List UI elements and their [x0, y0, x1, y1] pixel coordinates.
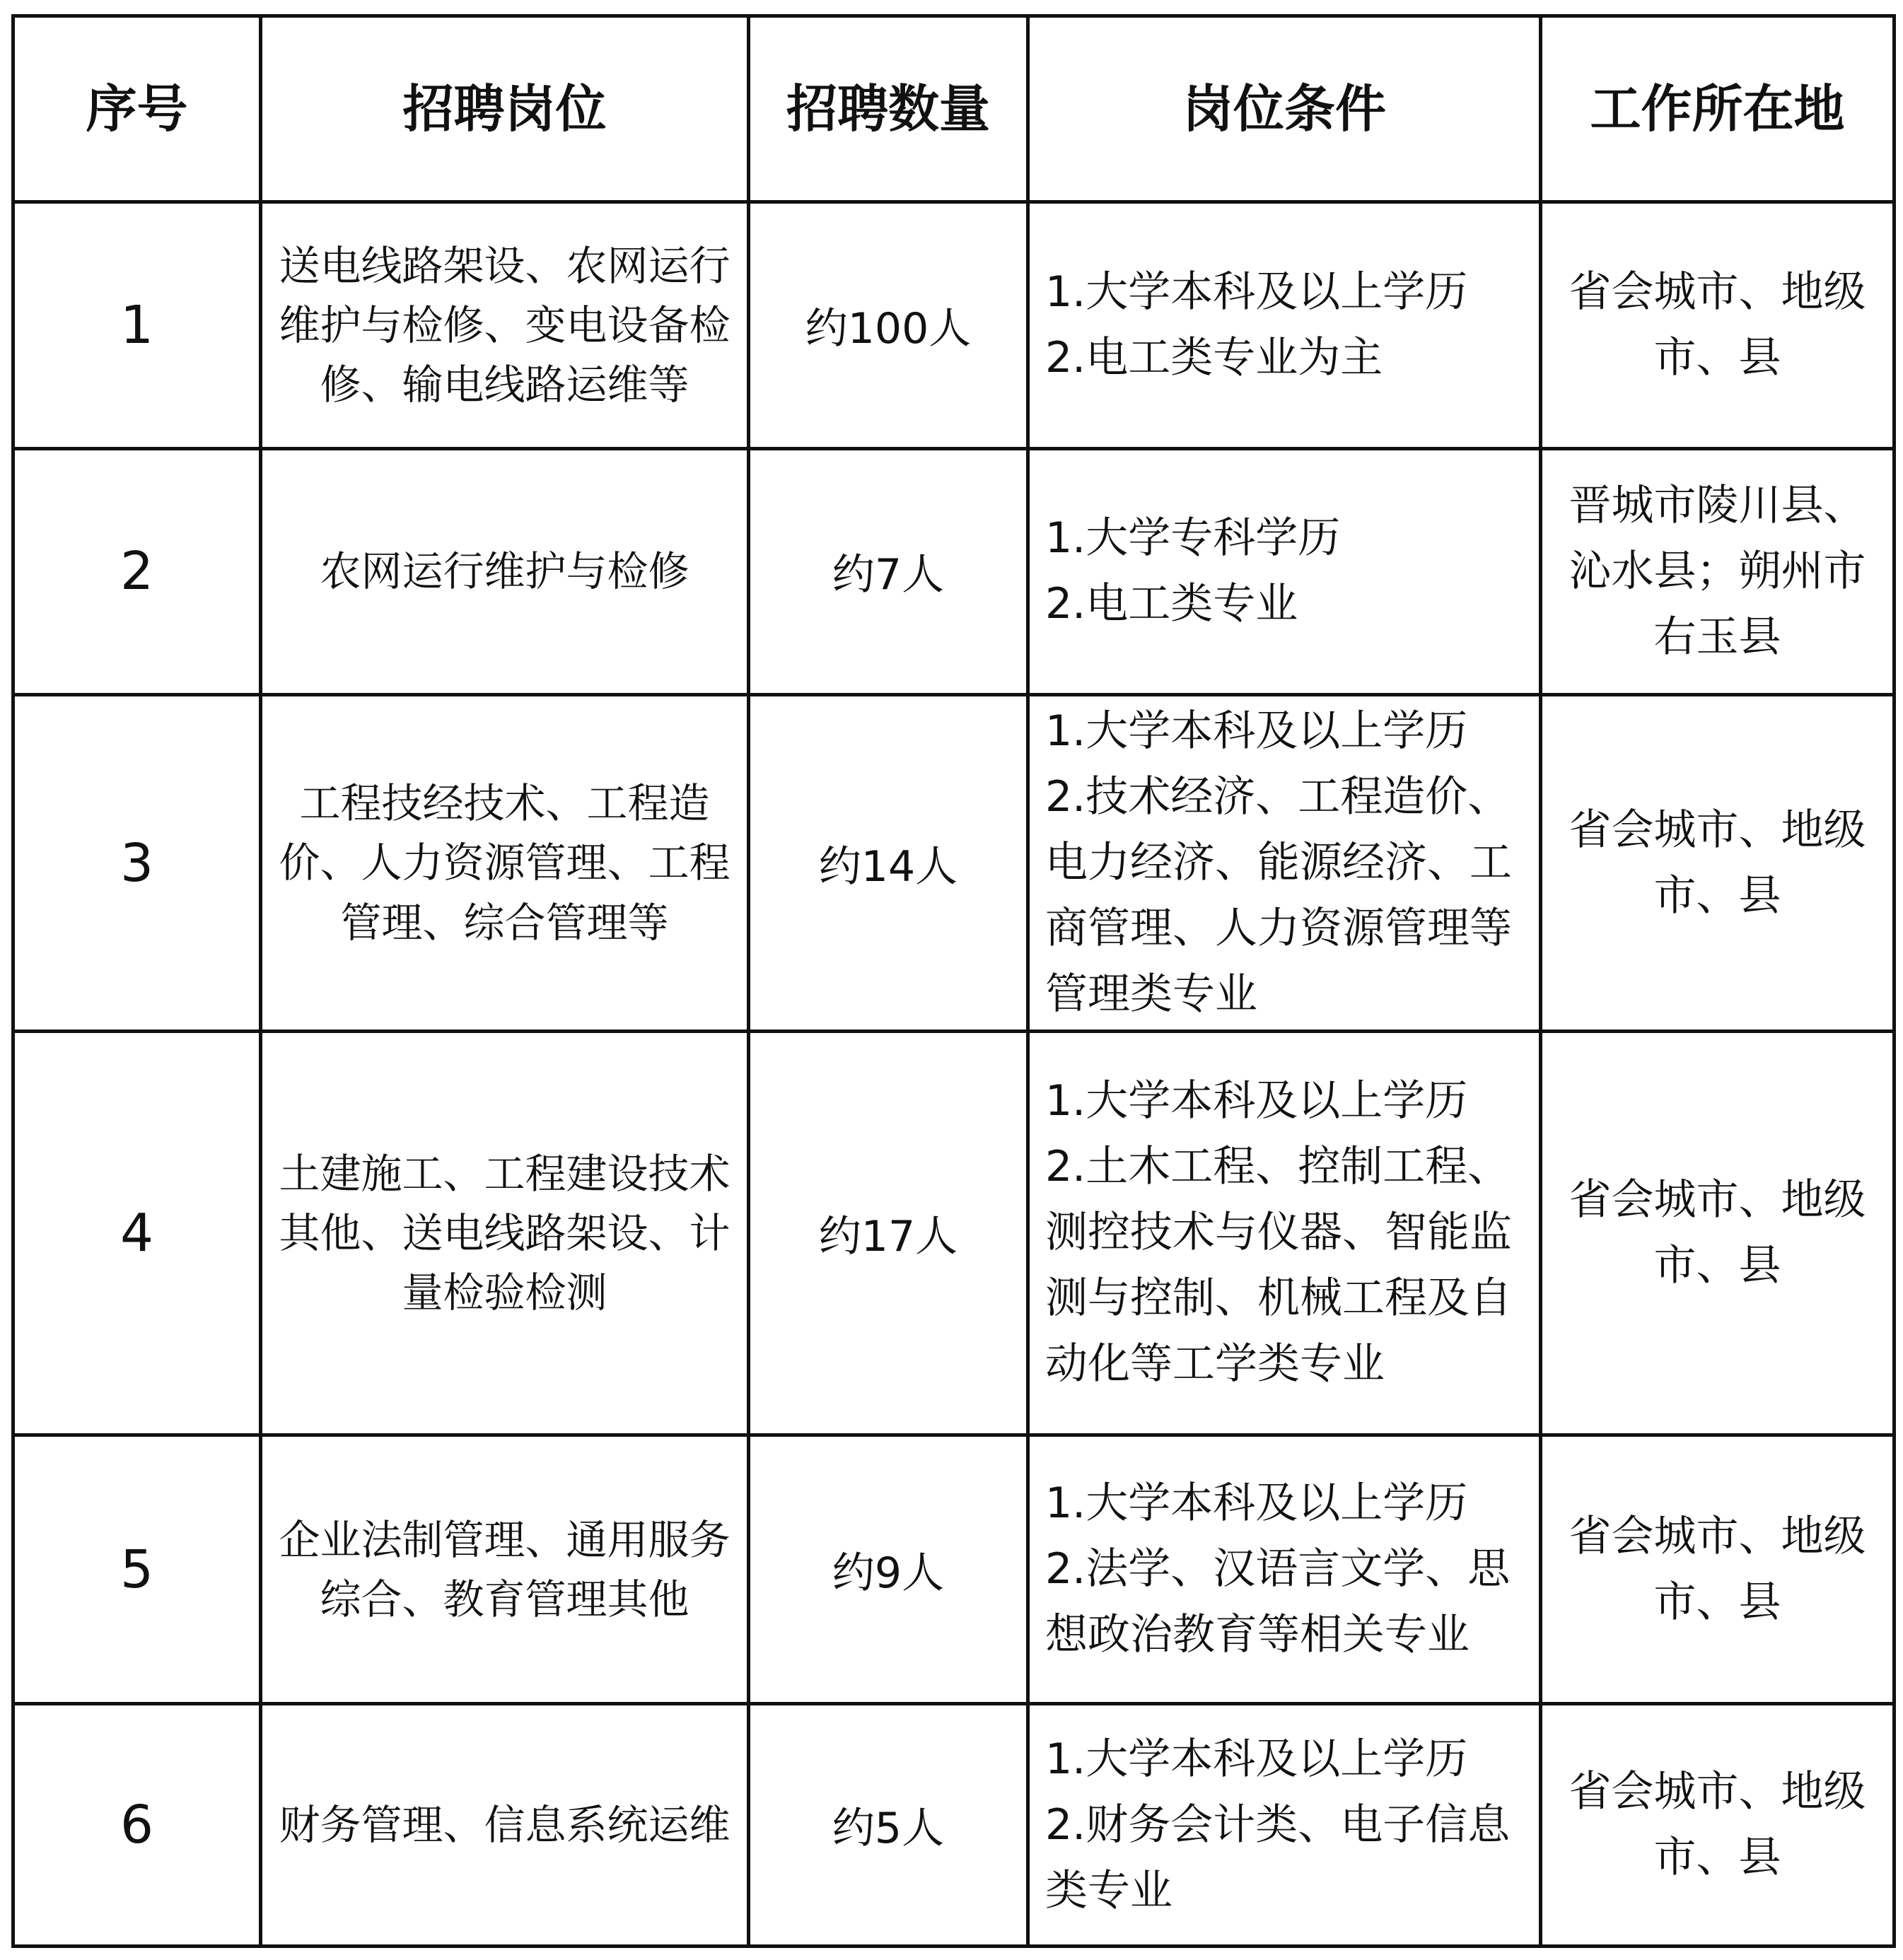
cell-conditions: [1028, 1704, 1541, 1947]
condition-line: 2.技术经济、工程造价、电力经济、能源经济、工商管理、人力资源管理等管理类专业: [1045, 772, 1512, 1019]
cell-location: 省会城市、地级市、县: [1541, 1031, 1895, 1435]
condition-line: 1.大学本科及以上学历: [1045, 1734, 1468, 1784]
cell-location: 省会城市、地级市、县: [1541, 695, 1895, 1032]
condition-line: 1.大学本科及以上学历: [1045, 1478, 1468, 1529]
condition-line: 2.电工类专业: [1045, 579, 1298, 629]
cell-seq: 5: [13, 1435, 261, 1704]
cell-position: 企业法制管理、通用服务综合、教育管理其他: [261, 1435, 749, 1704]
cell-location: 省会城市、地级市、县: [1541, 202, 1895, 449]
cell-count: 约17人: [749, 1031, 1028, 1435]
condition-line: 2.财务会计类、电子信息类专业: [1045, 1799, 1511, 1915]
cell-count: 约5人: [749, 1704, 1028, 1947]
cell-conditions: [1028, 202, 1541, 449]
header-location: 工作所在地: [1541, 16, 1895, 202]
condition-line: 1.大学本科及以上学历: [1045, 1076, 1468, 1126]
recruitment-table: [11, 14, 1896, 1948]
cell-location: 省会城市、地级市、县: [1541, 1435, 1895, 1704]
cell-location: 晋城市陵川县、沁水县；朔州市右玉县: [1541, 448, 1895, 695]
condition-line: 1.大学本科及以上学历: [1045, 267, 1468, 317]
condition-line: 2.电工类专业为主: [1045, 332, 1383, 383]
cell-count: 约7人: [749, 448, 1028, 695]
cell-seq: 3: [13, 695, 261, 1032]
cell-position: 农网运行维护与检修: [261, 448, 749, 695]
cell-conditions: [1028, 1031, 1541, 1435]
table-row: [13, 1031, 1895, 1435]
table-row: [13, 1704, 1895, 1947]
cell-conditions: [1028, 1435, 1541, 1704]
cell-seq: 2: [13, 448, 261, 695]
table-row: [13, 695, 1895, 1032]
header-seq: 序号: [13, 16, 261, 202]
header-position: 招聘岗位: [261, 16, 749, 202]
header-count: 招聘数量: [749, 16, 1028, 202]
condition-line: 2.法学、汉语言文学、思想政治教育等相关专业: [1045, 1544, 1511, 1660]
condition-line: 1.大学本科及以上学历: [1045, 706, 1468, 756]
header-row: [13, 16, 1895, 202]
condition-line: 2.土木工程、控制工程、测控技术与仪器、智能监测与控制、机械工程及自动化等工学类专业: [1045, 1142, 1512, 1389]
cell-seq: 1: [13, 202, 261, 449]
cell-position: 财务管理、信息系统运维: [261, 1704, 749, 1947]
table-row: [13, 448, 1895, 695]
table-row: [13, 202, 1895, 449]
condition-line: 1.大学专科学历: [1045, 513, 1341, 564]
cell-position: 工程技经技术、工程造价、人力资源管理、工程管理、综合管理等: [261, 695, 749, 1032]
cell-conditions: [1028, 448, 1541, 695]
cell-count: 约100人: [749, 202, 1028, 449]
cell-position: 送电线路架设、农网运行维护与检修、变电设备检修、输电线路运维等: [261, 202, 749, 449]
cell-conditions: [1028, 695, 1541, 1032]
cell-seq: 4: [13, 1031, 261, 1435]
header-conditions: 岗位条件: [1028, 16, 1541, 202]
cell-position: 土建施工、工程建设技术其他、送电线路架设、计量检验检测: [261, 1031, 749, 1435]
cell-count: 约14人: [749, 695, 1028, 1032]
cell-location: 省会城市、地级市、县: [1541, 1704, 1895, 1947]
table-row: [13, 1435, 1895, 1704]
cell-seq: 6: [13, 1704, 261, 1947]
cell-count: 约9人: [749, 1435, 1028, 1704]
